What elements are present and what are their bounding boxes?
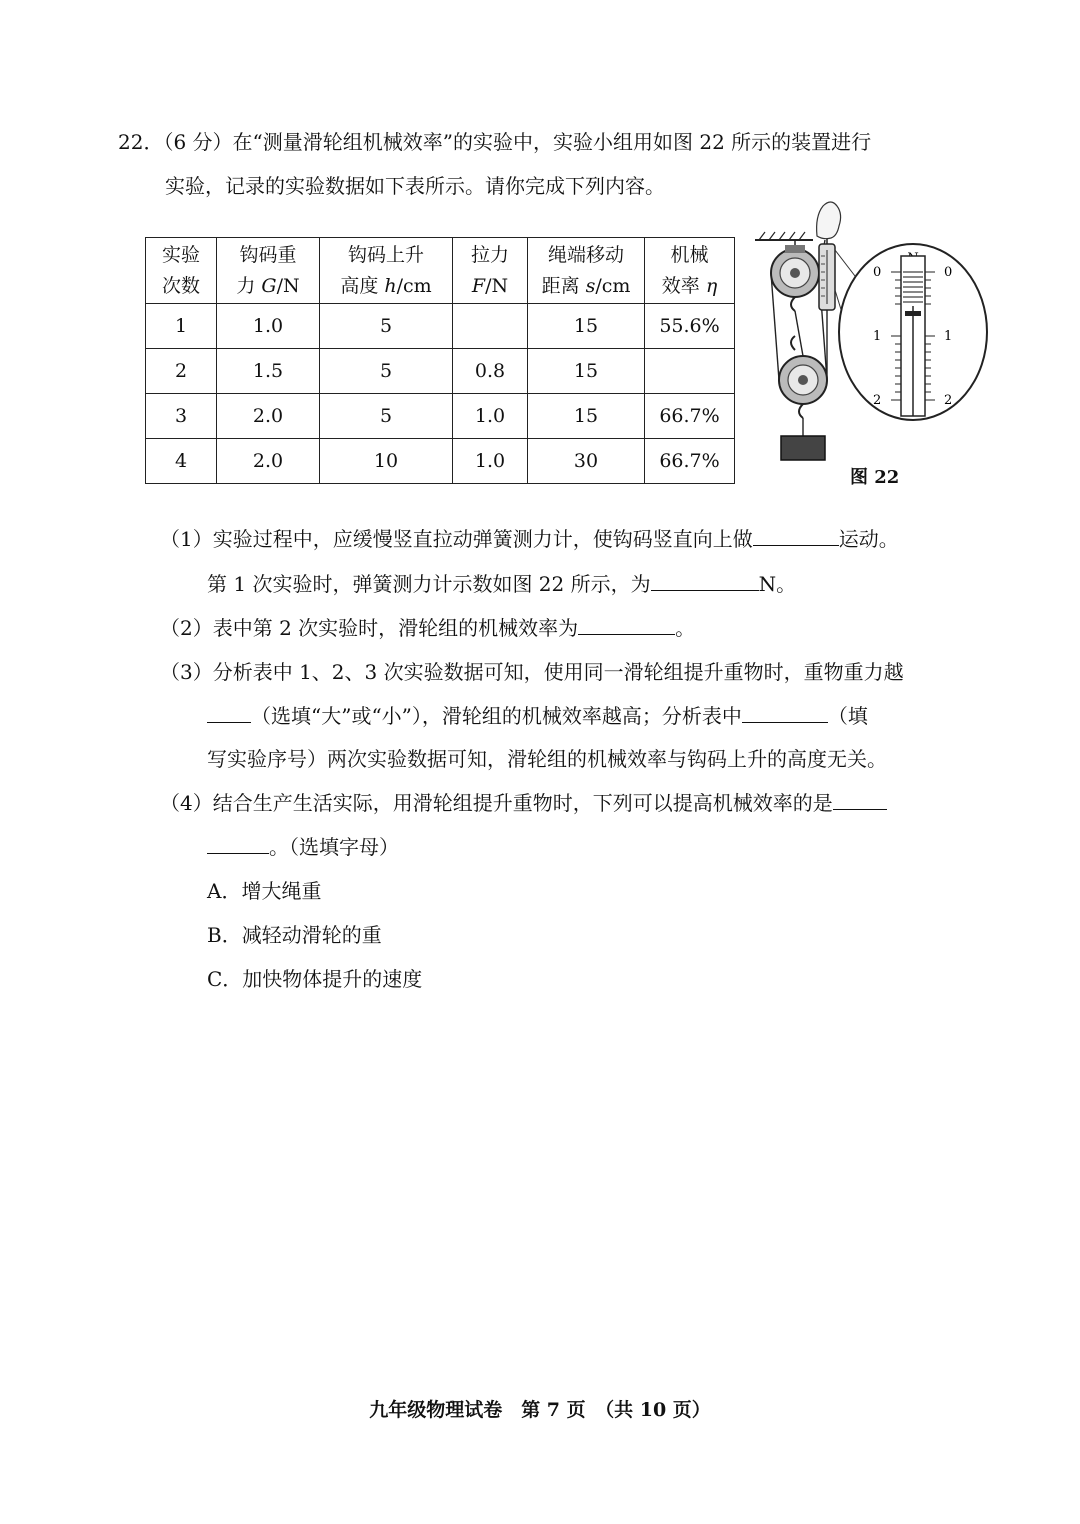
table-header-row: [146, 238, 735, 304]
table-cell: 2: [146, 349, 217, 394]
table-row: [146, 304, 735, 349]
scale-pointer: [905, 311, 921, 316]
table-cell: 30: [528, 439, 645, 484]
part1-line1: （1）实验过程中，应缓慢竖直拉动弹簧测力计，使钩码竖直向上做 运动。: [160, 527, 899, 551]
question-stem-line1: [118, 130, 871, 154]
option-b: B．减轻动滑轮的重: [207, 923, 382, 947]
table-cell: 1: [146, 304, 217, 349]
table-cell: 1.0: [217, 304, 320, 349]
header-distance: 绳端移动 距离 s/cm: [528, 238, 645, 304]
part3-line3: 写实验序号）两次实验数据可知，滑轮组的机械效率与钩码上升的高度无关。: [207, 747, 887, 771]
table-cell: 4: [146, 439, 217, 484]
table-row: [146, 394, 735, 439]
hand-sketch: [817, 202, 841, 239]
table-cell: 2.0: [217, 439, 320, 484]
answer-blank[interactable]: [753, 527, 839, 546]
table-cell: 55.6%: [645, 304, 735, 349]
part3-line2: （选填“大”或“小”），滑轮组的机械效率越高；分析表中 （填: [207, 704, 868, 728]
table-cell: [645, 349, 735, 394]
table-cell: 5: [320, 304, 453, 349]
table-row: [146, 349, 735, 394]
page-footer: 九年级物理试卷 第 7 页 （共 10 页）: [369, 1399, 711, 1421]
answer-blank[interactable]: [742, 704, 828, 723]
pulley-figure: [755, 180, 995, 465]
table-cell: 0.8: [453, 349, 528, 394]
figure-caption: 图 22: [850, 467, 900, 488]
leader-line: [835, 250, 855, 276]
header-efficiency: 机械 效率 η: [645, 238, 735, 304]
table-cell: 15: [528, 394, 645, 439]
answer-blank[interactable]: [207, 704, 251, 723]
table-cell: 5: [320, 394, 453, 439]
scale-label-left-2: 2: [873, 393, 882, 408]
experiment-data-table: [145, 237, 735, 484]
table-cell: 3: [146, 394, 217, 439]
header-height: 钩码上升 高度 h/cm: [320, 238, 453, 304]
part1-line2: 第 1 次实验时，弹簧测力计示数如图 22 所示，为 N。: [207, 572, 797, 596]
table-row: [146, 439, 735, 484]
part2: （2）表中第 2 次实验时，滑轮组的机械效率为 。: [160, 616, 696, 640]
scale-label-right-1: 1: [944, 329, 953, 344]
fixed-pulley: [771, 245, 819, 311]
scale-label-right-0: 0: [944, 265, 953, 280]
option-a: A．增大绳重: [207, 879, 322, 903]
scale-label-left-0: 0: [873, 265, 882, 280]
part4-line2: 。（选填字母）: [207, 835, 399, 859]
answer-blank[interactable]: [578, 616, 675, 635]
table-cell: 10: [320, 439, 453, 484]
header-trial: 实验 次数: [146, 238, 217, 304]
table-cell: 1.5: [217, 349, 320, 394]
part3-line1: （3）分析表中 1、2、3 次实验数据可知，使用同一滑轮组提升重物时，重物重力越: [160, 660, 904, 684]
scale-label-right-2: 2: [944, 393, 953, 408]
movable-pulley: [779, 336, 827, 418]
header-force: 拉力 F/N: [453, 238, 528, 304]
table-cell: 66.7%: [645, 439, 735, 484]
table-cell: 15: [528, 349, 645, 394]
spring-scale: [819, 236, 835, 310]
header-weight: 钩码重 力 G/N: [217, 238, 320, 304]
table-cell: 2.0: [217, 394, 320, 439]
question-number: 22．: [118, 130, 164, 154]
part4-line1: （4）结合生产生活实际，用滑轮组提升重物时，下列可以提高机械效率的是: [160, 791, 887, 815]
table-cell: [453, 304, 528, 349]
scale-label-left-1: 1: [873, 329, 882, 344]
table-cell: 1.0: [453, 394, 528, 439]
answer-blank[interactable]: [833, 791, 887, 810]
table-cell: 15: [528, 304, 645, 349]
answer-blank[interactable]: [651, 572, 759, 591]
hook-weight: [781, 436, 825, 460]
question-stem: 在“测量滑轮组机械效率”的实验中，实验小组用如图 22 所示的装置进行: [232, 130, 872, 154]
table-cell: 5: [320, 349, 453, 394]
option-c: C．加快物体提升的速度: [207, 967, 423, 991]
answer-blank[interactable]: [207, 835, 269, 854]
question-stem-line2: 实验，记录的实验数据如下表所示。请你完成下列内容。: [165, 174, 665, 198]
table-cell: 66.7%: [645, 394, 735, 439]
question-score: （6 分）: [163, 130, 233, 154]
magnified-scale: [839, 244, 987, 420]
table-cell: 1.0: [453, 439, 528, 484]
